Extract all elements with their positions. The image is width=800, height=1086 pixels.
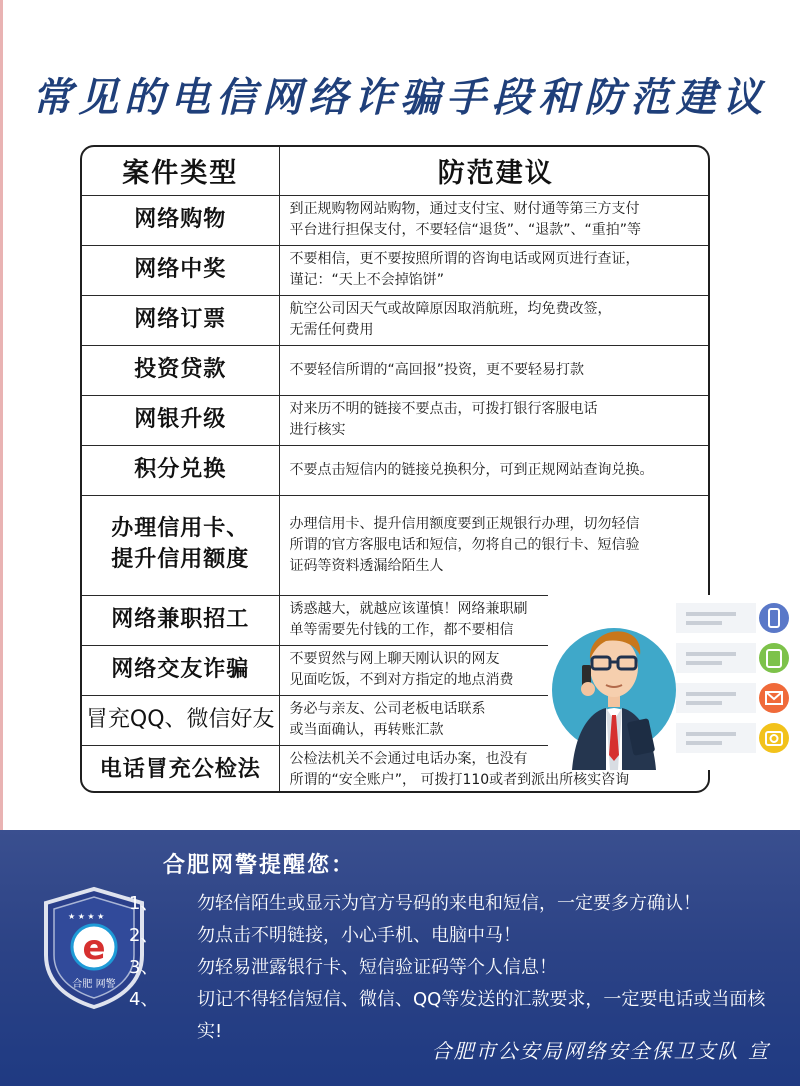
table-row [82,295,710,345]
tablet-icon [759,643,789,673]
advice-line: 或当面确认，再转账汇款 [289,722,444,738]
table-row [82,395,710,445]
page-title: 常见的电信网络诈骗手段和防范建议 [32,74,768,121]
reminder-text: 勿轻信陌生或显示为官方号码的来电和短信，一定要多方确认！ [197,893,701,914]
mail-icon [759,683,789,713]
advice-line: 到正规购物网站购物，通过支付宝、财付通等第三方支付 [289,201,640,217]
advice-line: 办理信用卡、提升信用额度要到正规银行办理，切勿轻信 [289,515,640,532]
reminder-number: 2、 [129,925,159,946]
header-advice: 防范建议 [279,147,710,195]
table-row [82,445,710,495]
left-edge-rule [0,0,3,830]
advice-cell [279,495,710,595]
reminder-number: 4、 [129,989,159,1010]
reminder-text: 切记不得轻信短信、微信、QQ等发送的汇款要求，一定要电话或当面核实! [197,989,766,1042]
reminder-number: 1、 [129,893,159,914]
reminder-item [129,952,788,984]
case-type-line: 提升信用额度 [111,547,250,572]
phone-man-illustration [548,595,800,770]
case-type-cell: 电话冒充公检法 [82,745,279,793]
advice-line: 不要轻信所谓的“高回报”投资，更不要轻易打款 [289,361,585,378]
advice-line: 务必与亲友、公司老板电话联系 [289,701,486,717]
advice-line: 不要点击短信内的链接兑换积分，可到正规网站查询兑换。 [289,461,654,478]
advice-line: 不要贸然与网上聊天刚认识的网友 [289,651,500,667]
advice-line: 谨记：“天上不会掉馅饼” [289,272,445,288]
advice-line: 不要相信，更不要按照所谓的咨询电话或网页进行查证， [289,251,640,267]
advice-cell [279,195,710,245]
advice-cell [279,395,710,445]
reminder-item [129,920,788,952]
phone-icon [759,603,789,633]
advice-line: 对来历不明的链接不要点击，可拨打银行客服电话 [289,401,598,417]
table-row [82,245,710,295]
advice-line: 公检法机关不会通过电话办案，也没有 [289,751,528,768]
case-type-cell: 网银升级 [82,395,279,445]
case-type-cell: 网络交友诈骗 [82,645,279,695]
svg-text:合肥 网警: 合肥 网警 [72,979,116,990]
advice-line: 诱惑越大，就越应该谨慎！网络兼职刷 [289,601,528,617]
table-row [82,345,710,395]
advice-line: 航空公司因天气或故障原因取消航班，均免费改签， [289,301,612,317]
svg-text:e: e [82,928,106,968]
case-type-cell [82,495,279,595]
svg-text:★ ★ ★ ★: ★ ★ ★ ★ [68,912,105,921]
camera-icon [759,723,789,753]
advice-line: 无需任何费用 [289,322,374,338]
advice-line: 所谓的官方客服电话和短信，勿将自己的银行卡、短信验 [289,536,640,553]
case-type-cell: 网络中奖 [82,245,279,295]
advice-cell [279,245,710,295]
reminder-text: 勿点击不明链接，小心手机、电脑中马！ [197,925,521,946]
case-type-cell: 冒充QQ、微信好友 [82,695,279,745]
advice-line: 单等需要先付钱的工作，都不要相信 [289,622,514,638]
advice-cell [279,345,710,395]
case-type-cell: 网络订票 [82,295,279,345]
advice-line: 平台进行担保支付，不要轻信“退货”、“退款”、“重拍”等 [289,222,642,238]
reminder-text: 勿轻易泄露银行卡、短信验证码等个人信息！ [197,957,557,978]
case-type-line: 办理信用卡、 [111,516,250,542]
advice-line: 证码等资料透漏给陌生人 [289,557,444,574]
case-type-cell: 积分兑换 [82,445,279,495]
reminder-list [129,888,788,1048]
table-header-row [82,147,710,195]
reminder-number: 3、 [129,957,159,978]
signature: 合肥市公安局网络安全保卫支队 宣 [431,1039,770,1063]
table-row [82,495,710,595]
case-type-cell: 网络购物 [82,195,279,245]
header-case-type: 案件类型 [82,147,279,195]
advice-line: 进行核实 [289,422,346,438]
reminder-item [129,888,788,920]
advice-line: 所谓的“安全账户”， 可拨打110或者到派出所核实咨询 [289,772,630,789]
table-row [82,195,710,245]
case-type-cell: 投资贷款 [82,345,279,395]
reminder-title: 合肥网警提醒您： [163,853,356,878]
advice-cell [279,295,710,345]
advice-line: 见面吃饭，不到对方指定的地点消费 [289,672,514,688]
reminder-panel [0,830,800,1086]
case-type-cell: 网络兼职招工 [82,595,279,645]
advice-cell [279,445,710,495]
